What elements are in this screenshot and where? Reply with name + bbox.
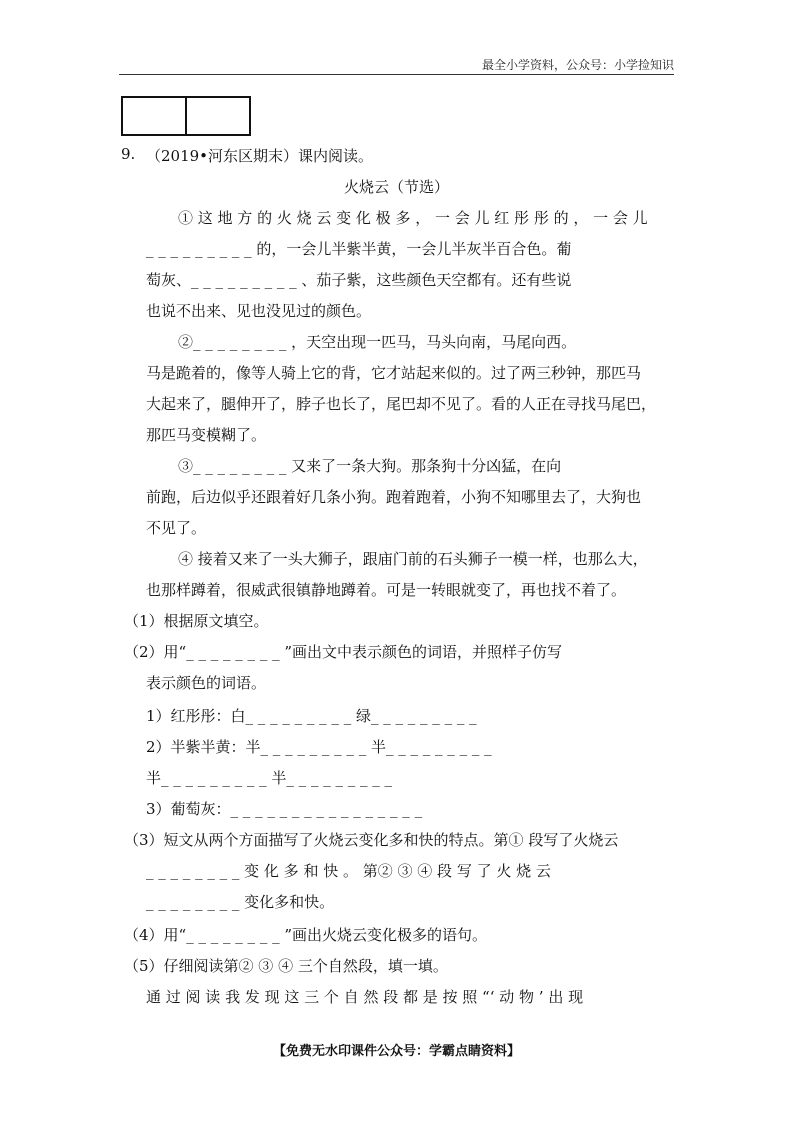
paragraph-3-line-2: 前跑，后边似乎还跟着好几条小狗。跑着跑着，小狗不知哪里去了，大狗也 [146, 488, 642, 506]
paragraph-1-line-2: _ _ _ _ _ _ _ _ _ 的，一会儿半紫半黄，一会儿半灰半百合色。葡 [146, 240, 572, 258]
passage-title: 火烧云（节选） [343, 178, 449, 196]
subquestion-4: （4）用“_ _ _ _ _ _ _ _ ”画出火烧云变化极多的语句。 [124, 926, 488, 944]
paragraph-1-line-3: 萄灰、_ _ _ _ _ _ _ _ _ 、茄子紫，这些颜色天空都有。还有些说 [146, 271, 572, 289]
subquestion-2-line-1: （2）用“_ _ _ _ _ _ _ _ ”画出文中表示颜色的词语，并照样子仿写 [124, 643, 563, 661]
subquestion-2-item-2: 2）半紫半黄：半_ _ _ _ _ _ _ _ _ 半_ _ _ _ _ _ _ _ _ [146, 738, 492, 756]
paragraph-2-line-2: 马是跪着的，像等人骑上它的背，它才站起来似的。过了两三秒钟，那匹马 [146, 364, 642, 382]
question-source: （2019•河东区期末）课内阅读。 [146, 147, 374, 165]
page-footer: 【免费无水印课件公众号：学霸点睛资料】 [272, 1044, 520, 1059]
paragraph-1-line-1: ① 这 地 方 的 火 烧 云 变 化 极 多 ， 一 会 儿 红 彤 彤 的 ， 一 会 儿 [178, 209, 648, 227]
header-divider [119, 74, 674, 75]
paragraph-2-line-3: 大起来了，腿伸开了，脖子也长了，尾巴却不见了。看的人正在寻找马尾巴， [146, 395, 657, 413]
score-cell-label [122, 97, 186, 135]
subquestion-3-line-2: _ _ _ _ _ _ _ _ 变 化 多 和 快 。 第② ③ ④ 段 写 了 火 烧 云 [146, 862, 551, 880]
subquestion-2-line-2: 表示颜色的词语。 [146, 674, 267, 692]
paragraph-4-line-2: 也那样蹲着，很威武很镇静地蹲着。可是一转眼就变了，再也找不着了。 [146, 581, 627, 599]
subquestion-3-line-3: _ _ _ _ _ _ _ _ 变化多和快。 [146, 893, 335, 911]
subquestion-2-item-1: 1）红彤彤：白_ _ _ _ _ _ _ _ _ 绿_ _ _ _ _ _ _ _ _ [146, 707, 477, 725]
question-number: 9. [121, 145, 136, 163]
paragraph-4-line-1: ④ 接着又来了一头大狮子，跟庙门前的石头狮子一模一样，也那么大， [178, 550, 648, 568]
subquestion-5-line-1: （5）仔细阅读第② ③ ④ 三个自然段，填一填。 [124, 957, 448, 975]
header-text: 最全小学资料，公众号：小学捡知识 [481, 58, 674, 72]
paragraph-1-line-4: 也说不出来、见也没见过的颜色。 [146, 302, 372, 320]
subquestion-2-item-2b: 半_ _ _ _ _ _ _ _ _ 半_ _ _ _ _ _ _ _ _ [146, 769, 393, 787]
paragraph-2-line-4: 那匹马变模糊了。 [146, 426, 267, 444]
subquestion-5-line-2: 通 过 阅 读 我 发 现 这 三 个 自 然 段 都 是 按 照 “‘ 动 物 ’ 出 现 [146, 988, 584, 1006]
score-cell-value [186, 97, 250, 135]
score-box [121, 96, 251, 136]
subquestion-3-line-1: （3）短文从两个方面描写了火烧云变化多和快的特点。第① 段写了火烧云 [124, 831, 619, 849]
paragraph-3-line-3: 不见了。 [146, 519, 207, 537]
paragraph-3-line-1: ③_ _ _ _ _ _ _ _ 又来了一条大狗。那条狗十分凶猛，在向 [178, 457, 562, 475]
paragraph-2-line-1: ②_ _ _ _ _ _ _ _ ，天空出现一匹马，马头向南，马尾向西。 [178, 333, 577, 351]
subquestion-2-item-3: 3）葡萄灰：_ _ _ _ _ _ _ _ _ _ _ _ _ _ _ _ [146, 800, 423, 818]
subquestion-1: （1）根据原文填空。 [124, 612, 269, 630]
